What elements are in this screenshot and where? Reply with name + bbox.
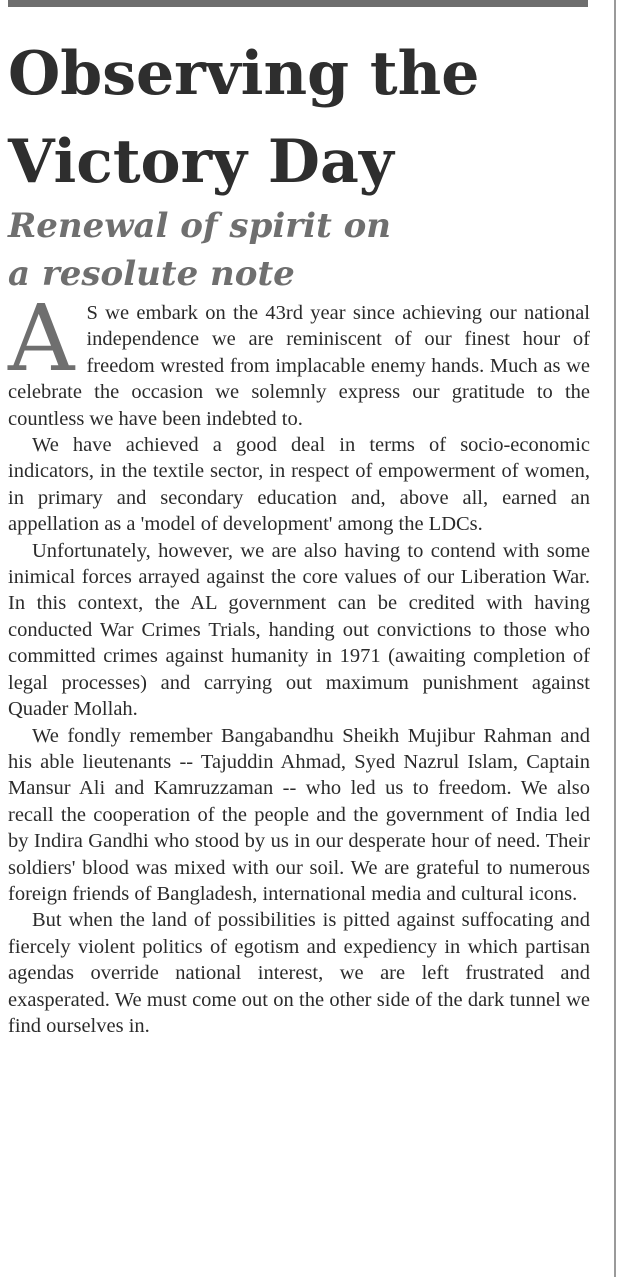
paragraph-1	[8, 285, 590, 432]
drop-cap: A	[8, 285, 75, 392]
editorial-article	[8, 30, 590, 1039]
top-rule	[8, 0, 588, 7]
headline-line-2: Victory Day	[8, 127, 394, 197]
headline-line-1: Observing the	[8, 39, 480, 109]
headline	[8, 30, 590, 206]
subheadline-line-1: Renewal of spirit on	[8, 206, 392, 246]
subheadline-line-2: a resolute note	[8, 254, 295, 294]
paragraph-4: We fondly remember Bangabandhu Sheikh Mujibur Rahman and his able lieutenants -- Tajuddin Ahmad, Syed Nazrul Islam, Captain Mansur Ali and Kamruzzaman -- who led us to freedom. We also recall the cooperation of the people and the government of India led by Indira Gandhi who stood by us in our desperate hour of need. Their soldiers' blood was mixed with our soil. We are grateful to numerous foreign friends of Bangladesh, international media and cultural icons.	[8, 724, 590, 905]
paragraph-1-text: S we embark on the 43rd year since achieving our national independence we are reminiscent of our finest hour of freedom wrested from implacable enemy hands. Much as we celebrate the occasion we solemnly express our gratitude to the countless we have been indebted to.	[8, 302, 590, 430]
article-body	[8, 285, 590, 1039]
paragraph-3: Unfortunately, however, we are also having to contend with some inimical forces arrayed against the core values of our Liberation War. In this context, the AL government can be credited with having conducted War Crimes Trials, handing out convictions to those who committed crimes against humanity in 1971 (awaiting completion of legal processes) and carrying out maximum punishment against Quader Mollah.	[8, 539, 590, 721]
paragraph-2: We have achieved a good deal in terms of socio-economic indicators, in the textile sector, in respect of empowerment of women, in primary and secondary education and, above all, earned an appellation as a 'model of development' among the LDCs.	[8, 434, 590, 536]
subheadline	[8, 202, 590, 298]
paragraph-5: But when the land of possibilities is pitted against suffocating and fiercely violent politics of egotism and expediency in which partisan agendas override national interest, we are left frustrated and exasperated. We must come out on the other side of the dark tunnel we find ourselves in.	[8, 909, 590, 1037]
column-divider	[614, 0, 616, 1277]
